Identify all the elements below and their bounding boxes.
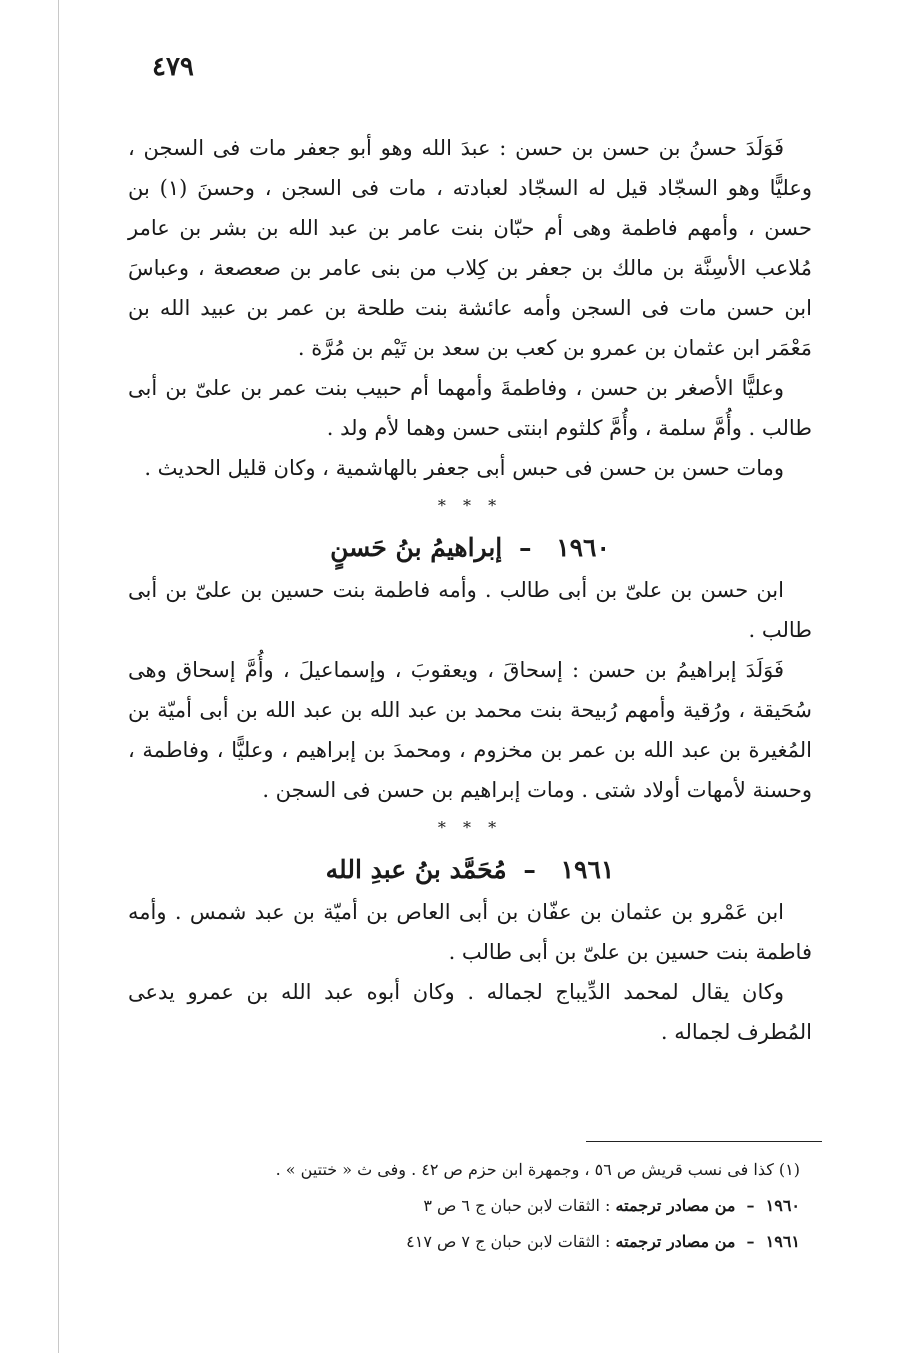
entry-paragraph: فَوَلَدَ إبراهيمُ بن حسن : إسحاقَ ، ويعقوبَ ، وإسماعيلَ ، وأُمَّ إسحاق وهى سُحَيقة ، ورُقية وأمهم رُبيحة بنت محمد بن عبد الله بن عبد الله بن أبى أميّة بن المُغيرة بن عبد الله بن عمر بن مخزوم ، ومحمدَ بن إبراهيم ، وعليًّا ، وفاطمة ، وحسنة لأمهات أولاد شتى . ومات إبراهيم بن حسن فى السجن . (128, 658, 812, 802)
entry-paragraph: ابن عَمْرو بن عثمان بن عفّان بن أبى العاص بن أميّة بن عبد شمس . وأمه فاطمة بنت حسين بن علىّ بن أبى طالب . (128, 900, 812, 964)
source-number: ١٩٦٠ (765, 1196, 800, 1215)
entry-heading (128, 850, 812, 890)
page-body (128, 128, 812, 1052)
page-number: ٤٧٩ (152, 52, 194, 82)
footnotes (140, 1152, 800, 1260)
entry-dash: – (523, 855, 536, 884)
intro-paragraph: وعليًّا الأصغر بن حسن ، وفاطمةَ وأمهما أم حبيب بنت عمر بن علىّ بن أبى طالب . وأُمَّ سلمة ، وأُمَّ كلثوم ابنتى حسن وهما لأم ولد . (128, 376, 812, 440)
section-separator: * * * (437, 818, 503, 837)
source-dash: – (746, 1232, 755, 1251)
intro-paragraph: ومات حسن بن حسن فى حبس أبى جعفر بالهاشمية ، وكان قليل الحديث . (144, 456, 784, 480)
entry-paragraph: وكان يقال لمحمد الدِّيباج لجماله . وكان أبوه عبد الله بن عمرو يدعى المُطرف لجماله . (128, 980, 812, 1044)
entry-name: مُحَمَّد بنُ عبدِ الله (325, 855, 507, 884)
source-dash: – (746, 1196, 755, 1215)
page-gutter-line (58, 0, 59, 1353)
section-separator: * * * (437, 496, 503, 515)
entry-dash: – (518, 533, 532, 562)
entry-number: ١٩٦٠ (556, 533, 610, 562)
entry-name: إبراهيمُ بنُ حَسنٍ (330, 533, 503, 562)
source-label: من مصادر ترجمته (615, 1232, 736, 1251)
entry-number: ١٩٦١ (560, 855, 615, 884)
source-text: : الثقات لابن حبان ج ٧ ص ٤١٧ (406, 1232, 611, 1251)
source-label: من مصادر ترجمته (615, 1196, 736, 1215)
entry-paragraph: ابن حسن بن علىّ بن أبى طالب . وأمه فاطمة بنت حسين بن علىّ بن أبى طالب . (128, 578, 812, 642)
footnote-1: (١) كذا فى نسب قريش ص ٥٦ ، وجمهرة ابن حزم ص ٤٢ . وفى ث « ختتين » . (275, 1160, 800, 1179)
footnote-rule (586, 1141, 822, 1142)
source-note (140, 1188, 800, 1224)
source-text: : الثقات لابن حبان ج ٦ ص ٣ (423, 1196, 611, 1215)
intro-paragraph: فَوَلَدَ حسنُ بن حسن بن حسن : عبدَ الله وهو أبو جعفر مات فى السجن ، وعليًّا وهو السجّاد قيل له السجّاد لعبادته ، مات فى السجن ، وحسنَ (١) بن حسن ، وأمهم فاطمة وهى أم حبّان بنت عامر بن عبد الله بن بشر بن عامر مُلاعب الأسِنَّة بن مالك بن جعفر بن كِلاب من بنى عامر بن صعصعة ، وعباسَ ابن حسن مات فى السجن وأمه عائشة بنت طلحة بن عمر بن عبيد الله بن مَعْمَر ابن عثمان بن عمرو بن كعب بن سعد بن تَيْم بن مُرَّة . (128, 136, 812, 360)
source-note (140, 1224, 800, 1260)
entry-heading (128, 528, 812, 568)
source-number: ١٩٦١ (765, 1232, 800, 1251)
